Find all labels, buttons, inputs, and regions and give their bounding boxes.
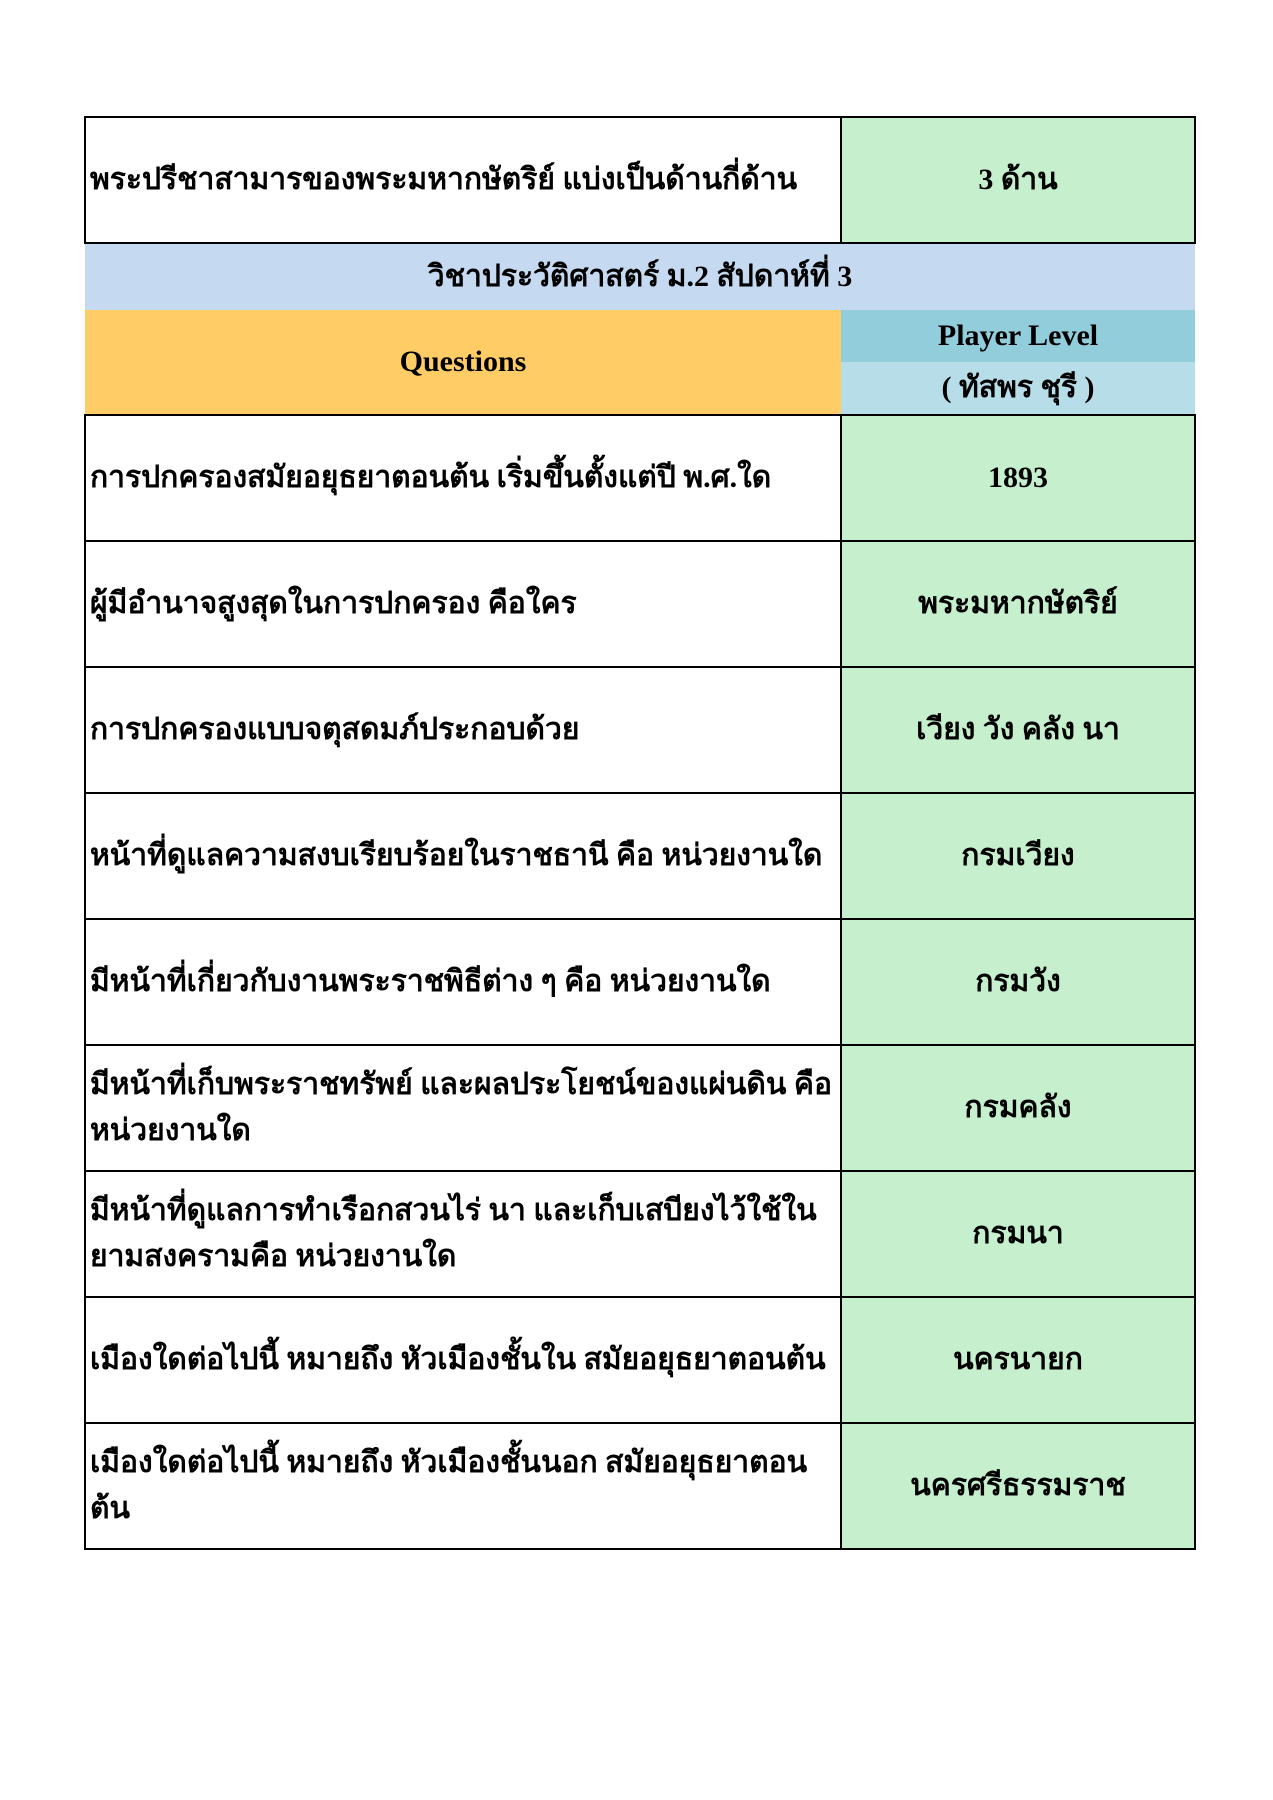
table-row (85, 415, 1195, 541)
answer-cell: กรมคลัง (841, 1045, 1195, 1171)
top-question-row (85, 117, 1195, 243)
table-row (85, 793, 1195, 919)
question-cell: มีหน้าที่ดูแลการทำเรือกสวนไร่ นา และเก็บเสบียงไว้ใช้ในยามสงครามคือ หน่วยงานใด (85, 1171, 841, 1297)
table-row (85, 667, 1195, 793)
question-cell: มีหน้าที่เกี่ยวกับงานพระราชพิธีต่าง ๆ คือ หน่วยงานใด (85, 919, 841, 1045)
table-row (85, 1045, 1195, 1171)
question-cell: หน้าที่ดูแลความสงบเรียบร้อยในราชธานี คือ หน่วยงานใด (85, 793, 841, 919)
questions-header: Questions (85, 310, 841, 415)
answer-cell: 3 ด้าน (841, 117, 1195, 243)
question-cell: เมืองใดต่อไปนี้ หมายถึง หัวเมืองชั้นใน สมัยอยุธยาตอนต้น (85, 1297, 841, 1423)
section-title-row (85, 243, 1195, 310)
answer-cell: 1893 (841, 415, 1195, 541)
answer-cell: เวียง วัง คลัง นา (841, 667, 1195, 793)
question-cell: การปกครองสมัยอยุธยาตอนต้น เริ่มขึ้นตั้งแต่ปี พ.ศ.ใด (85, 415, 841, 541)
answer-cell: พระมหากษัตริย์ (841, 541, 1195, 667)
question-cell: ผู้มีอำนาจสูงสุดในการปกครอง คือใคร (85, 541, 841, 667)
section-title: วิชาประวัติศาสตร์ ม.2 สัปดาห์ที่ 3 (85, 243, 1195, 310)
question-cell: เมืองใดต่อไปนี้ หมายถึง หัวเมืองชั้นนอก สมัยอยุธยาตอนต้น (85, 1423, 841, 1549)
quiz-table (84, 116, 1196, 1550)
table-row (85, 1171, 1195, 1297)
table-row (85, 1423, 1195, 1549)
player-level-header: Player Level (841, 310, 1195, 362)
header-row (85, 310, 1195, 362)
answer-cell: นครศรีธรรมราช (841, 1423, 1195, 1549)
answer-cell: กรมเวียง (841, 793, 1195, 919)
table-row (85, 541, 1195, 667)
table-row (85, 919, 1195, 1045)
question-cell: มีหน้าที่เก็บพระราชทรัพย์ และผลประโยชน์ของแผ่นดิน คือ หน่วยงานใด (85, 1045, 841, 1171)
table-row (85, 1297, 1195, 1423)
answer-cell: นครนายก (841, 1297, 1195, 1423)
answer-cell: กรมวัง (841, 919, 1195, 1045)
question-list (85, 415, 1195, 1549)
answer-cell: กรมนา (841, 1171, 1195, 1297)
question-cell: การปกครองแบบจตุสดมภ์ประกอบด้วย (85, 667, 841, 793)
question-cell: พระปรีชาสามารของพระมหากษัตริย์ แบ่งเป็นด้านกี่ด้าน (85, 117, 841, 243)
quiz-sheet (84, 116, 1194, 1550)
player-name-header: ( ทัสพร ชุรี ) (841, 362, 1195, 415)
